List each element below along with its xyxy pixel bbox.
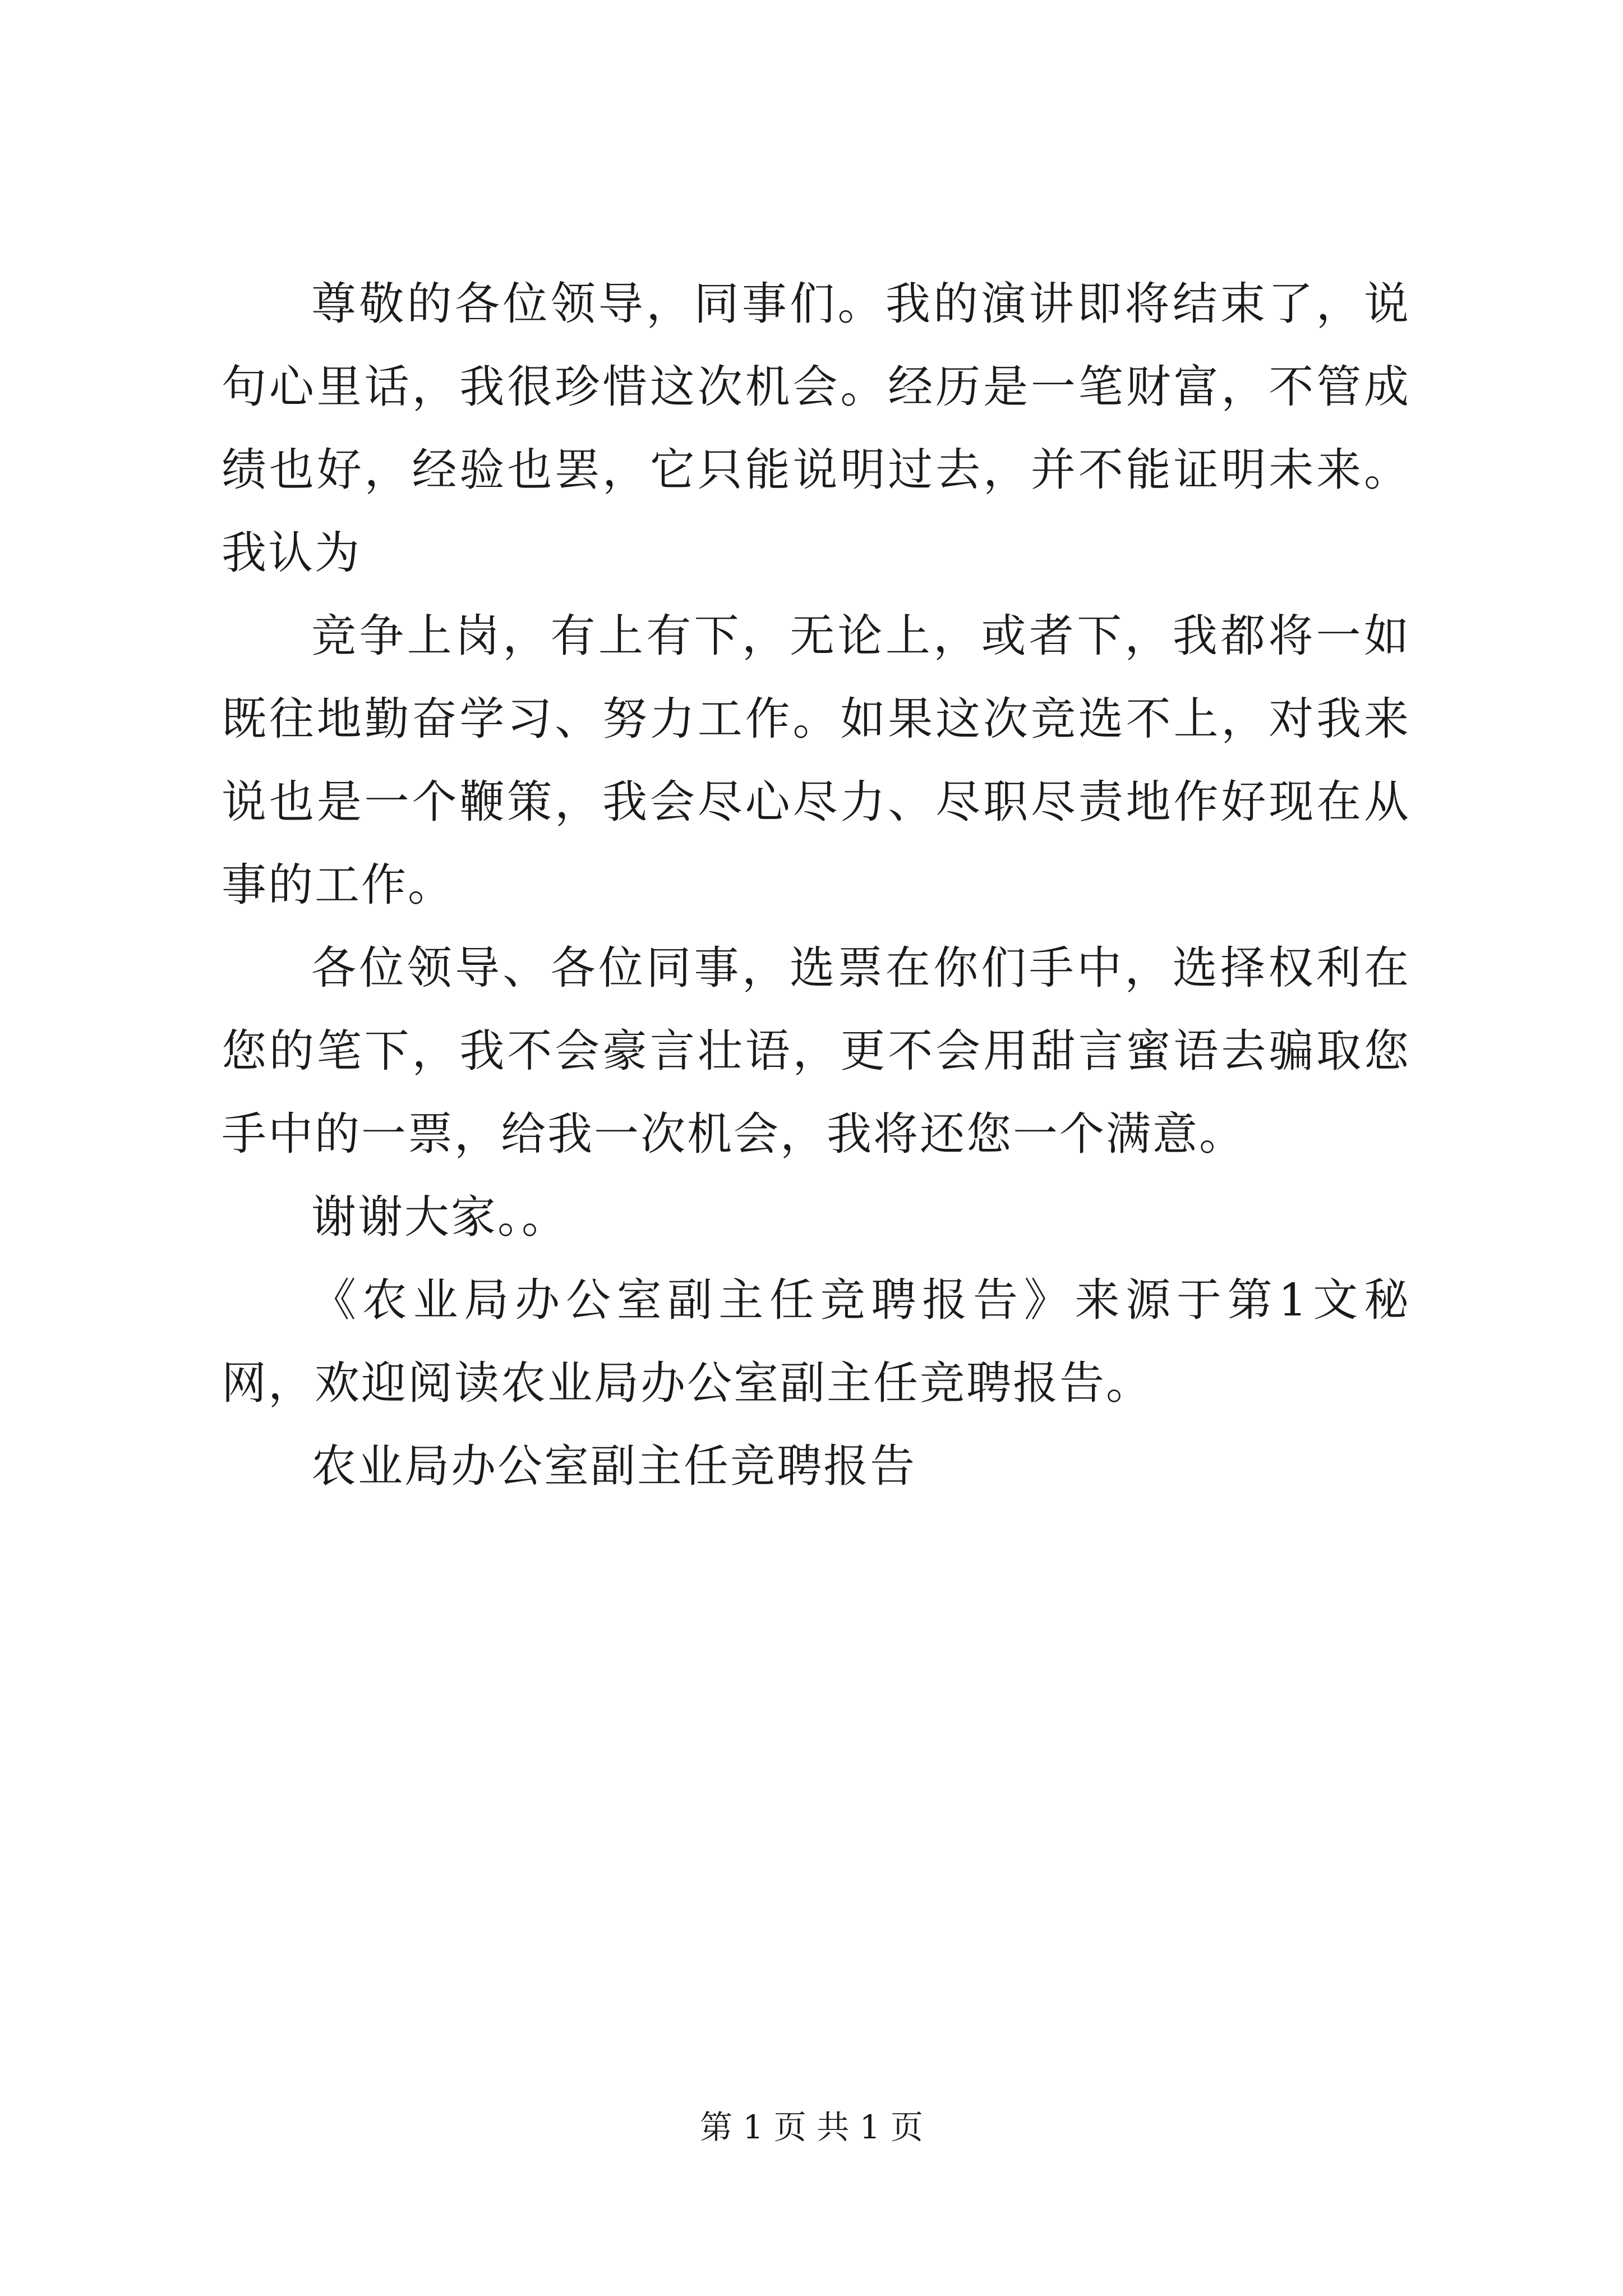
paragraph-closing-remarks: 尊敬的各位领导，同事们。我的演讲即将结束了，说句心里话，我很珍惜这次机会。经历是一笔财富，不管成绩也好，经验也罢，它只能说明过去，并不能证明未来。我认为: [222, 278, 1410, 579]
page-footer: 第 1 页 共 1 页: [700, 2108, 923, 2146]
document-body: [222, 263, 1410, 1508]
paragraph-vote-appeal: 各位领导、各位同事，选票在你们手中，选择权利在您的笔下，我不会豪言壮语，更不会用甜言蜜语去骗取您手中的一票，给我一次机会，我将还您一个满意。: [222, 942, 1410, 1160]
paragraph-title: 农业局办公室副主任竞聘报告: [311, 1440, 916, 1492]
paragraph-competition: 竞争上岗，有上有下，无论上，或者下，我都将一如既往地勤奋学习、努力工作。如果这次竞选不上，对我来说也是一个鞭策，我会尽心尽力、尽职尽责地作好现在从事的工作。: [222, 610, 1410, 911]
paragraph-source-note: 《农业局办公室副主任竞聘报告》来源于第1文秘网，欢迎阅读农业局办公室副主任竞聘报告。: [222, 1274, 1410, 1409]
paragraph-thanks: 谢谢大家。。: [311, 1191, 568, 1243]
